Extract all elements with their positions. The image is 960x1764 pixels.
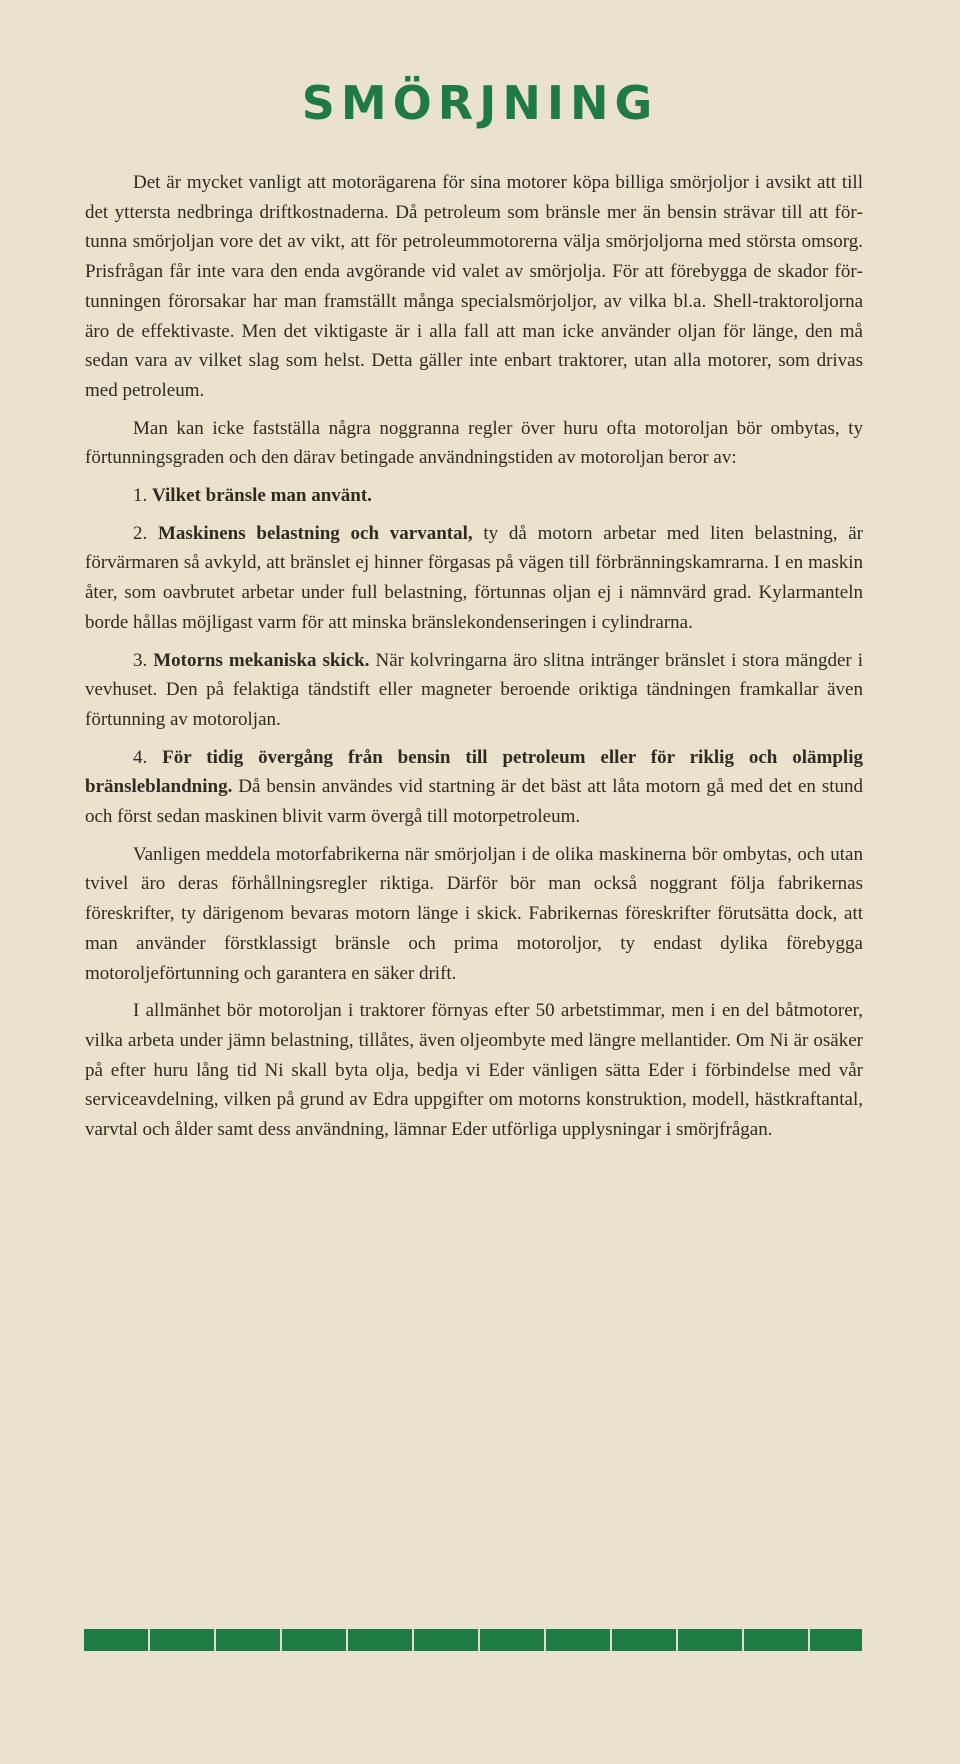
item-heading: Vilket bränsle man använt. bbox=[152, 485, 372, 507]
item-text: ty då motorn arbetar med liten belastning, är förvärmaren så avkyld, att bränslet ej hinner förgasas på vägen till förbränningskamrarna. I en maskin åter, som oavbrutet arbetar under full belastning, förtunnas oljan ej i nämnvärd grad. Kylarmanteln borde hållas möjligast varm för att minska bränslekondenseringen i cylindrarna. bbox=[85, 522, 864, 633]
list-item bbox=[85, 646, 863, 735]
item-number: 3. bbox=[133, 649, 148, 671]
item-text: Då bensin användes vid startning är det bäst att låta motorn gå med det en stund och först sedan maskinen blivit varm övergå till motorpetroleum. bbox=[85, 776, 863, 828]
item-number: 4. bbox=[133, 746, 148, 768]
paragraph-intro: Det är mycket vanligt att motorägarena för sina motorer köpa billiga smörjoljor i avsikt att till det yttersta nedbringa driftkostnaderna. Då petroleum som bränsle mer än bensin strävar till att förtunna smörjoljan vore det av vikt, att för petroleummotorerna välja smörjoljorna med största omsorg. Prisfrågan får inte vara den enda avgörande vid valet av smörjolja. För att förebygga de skador förtunningen förorsakar har man framställt många specialsmörjoljor, av vilka bl.a. Shell-traktoroljorna äro de effektivaste. Men det viktigaste är i alla fall att man icke använder oljan för länge, den må sedan vara av vilket slag som helst. Detta gäller inte enbart traktorer, utan alla motorer, som drivas med petroleum. bbox=[85, 172, 863, 401]
item-number: 2. bbox=[133, 522, 148, 544]
paragraph-rules: Man kan icke fastställa några noggranna regler över huru ofta motoroljan bör ombytas, ty förtunningsgraden och den därav betingade användningstiden av motoroljan beror av: bbox=[85, 417, 863, 469]
item-heading: Maskinens belastning och varvantal, bbox=[158, 522, 473, 544]
item-text: När kolvringarna äro slitna intränger bränslet i stora mängder i vevhuset. Den på felaktiga tändstift eller magneter beroende oriktiga tändningen framkallar även förtunning av motoroljan. bbox=[85, 649, 863, 730]
body-text bbox=[85, 168, 863, 1153]
item-heading: Motorns mekaniska skick. bbox=[153, 649, 370, 671]
paragraph-closing-1: Vanligen meddela motorfabrikerna när smörjoljan i de olika maskinerna bör ombytas, och utan tvivel äro deras förhållningsregler riktiga. Därför bör man också noggrant följa fabrikernas föreskrifter, ty därigenom bevaras motorn länge i skick. Fabrikernas föreskrifter förutsätta dock, att man använder förstklassigt bränsle och prima motoroljor, ty endast dylika förebygga motoroljeförtunning och garantera en säker drift. bbox=[85, 843, 863, 984]
list-item bbox=[85, 519, 863, 638]
list-item bbox=[85, 481, 863, 511]
page-title: SMÖRJNING bbox=[301, 76, 659, 130]
paragraph-closing-2: I allmänhet bör motoroljan i traktorer förnyas efter 50 arbetstimmar, men i en del båtmotorer, vilka arbeta under jämn belastning, tillåtes, även oljeombyte med längre mellantider. Om Ni är osäker på efter huru lång tid Ni skall byta olja, bedja vi Eder vänligen sätta Eder i förbindelse med vår serviceavdelning, vilken på grund av Edra uppgifter om motorns konstruktion, modell, hästkraftantal, varvtal och ålder samt dess användning, lämnar Eder utförliga upplysningar i smörjfrågan. bbox=[85, 1000, 863, 1141]
item-number: 1. bbox=[133, 485, 148, 507]
footer-green-bar bbox=[84, 1629, 862, 1651]
list-item bbox=[85, 743, 863, 832]
item-heading: För tidig övergång från bensin till petroleum eller för riklig och olämplig bränsleblandning. bbox=[85, 746, 863, 798]
